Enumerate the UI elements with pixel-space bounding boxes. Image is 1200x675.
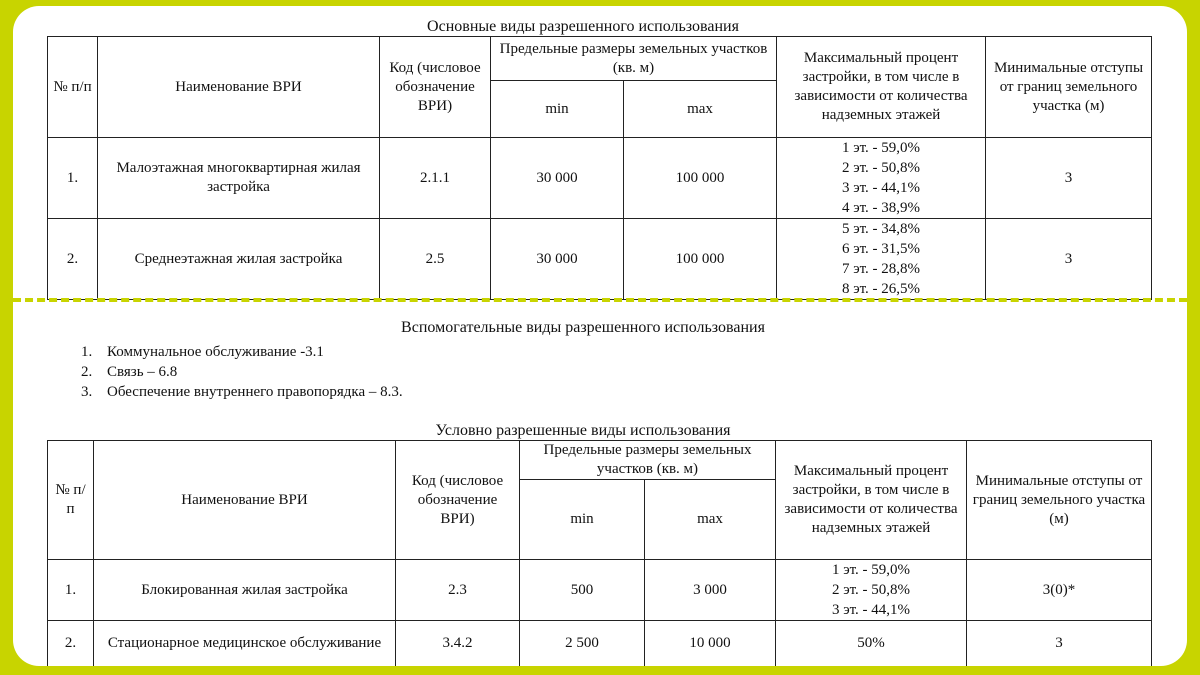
row-num: 1. — [48, 138, 98, 219]
conditional-header-setback: Минимальные отступы от границ земельного участка (м) — [967, 441, 1152, 560]
main-header-size: Предельные размеры земельных участков (кв. м) — [491, 37, 777, 81]
row-code: 3.4.2 — [396, 621, 520, 667]
row-min: 2 500 — [520, 621, 645, 667]
row-code: 2.5 — [380, 219, 491, 300]
row-setback: 3 — [967, 621, 1152, 667]
main-header-max: max — [624, 81, 777, 138]
percent-line: 2 эт. - 50,8% — [831, 582, 911, 598]
row-percent — [777, 219, 986, 300]
row-code: 2.1.1 — [380, 138, 491, 219]
conditional-header-size: Предельные размеры земельных участков (кв. м) — [520, 441, 776, 480]
row-name: Блокированная жилая застройка — [94, 560, 396, 621]
main-types-caption: Основные виды разрешенного использования — [427, 18, 739, 35]
row-percent — [776, 560, 967, 621]
table-row — [48, 138, 1152, 219]
row-num: 2. — [48, 219, 98, 300]
row-max: 100 000 — [624, 138, 777, 219]
list-item-number: 3. — [81, 384, 93, 400]
list-item-text: Коммунальное обслуживание -3.1 — [107, 344, 324, 360]
percent-line: 2 эт. - 50,8% — [841, 160, 921, 176]
main-header-min: min — [491, 81, 624, 138]
main-header-code: Код (числовое обозначение ВРИ) — [380, 37, 491, 138]
list-item-number: 1. — [81, 344, 93, 360]
row-setback: 3 — [986, 138, 1152, 219]
percent-line: 7 эт. - 28,8% — [841, 261, 921, 277]
table-row — [48, 560, 1152, 621]
conditional-header-max: max — [645, 480, 776, 560]
row-num: 1. — [48, 560, 94, 621]
conditional-header-min: min — [520, 480, 645, 560]
main-header-num: № п/п — [48, 37, 98, 138]
conditional-types-caption: Условно разрешенные виды использования — [435, 422, 731, 439]
percent-line: 5 эт. - 34,8% — [841, 221, 921, 237]
percent-line: 3 эт. - 44,1% — [831, 602, 911, 618]
row-num: 2. — [48, 621, 94, 667]
document-card — [13, 6, 1187, 666]
conditional-header-percent: Максимальный процент застройки, в том числе в зависимости от количества надземных этажей — [776, 441, 967, 560]
row-name: Малоэтажная многоквартирная жилая застройка — [98, 138, 380, 219]
auxiliary-types-list — [81, 342, 403, 402]
dashed-divider — [13, 298, 1187, 302]
row-name: Стационарное медицинское обслуживание — [94, 621, 396, 667]
percent-line: 3 эт. - 44,1% — [841, 180, 921, 196]
conditional-header-code: Код (числовое обозначение ВРИ) — [396, 441, 520, 560]
row-percent — [777, 138, 986, 219]
row-percent: 50% — [776, 621, 967, 667]
conditional-header-name: Наименование ВРИ — [94, 441, 396, 560]
list-item — [81, 382, 403, 402]
list-item-text: Обеспечение внутреннего правопорядка – 8.3. — [107, 384, 403, 400]
main-types-table — [47, 36, 1152, 300]
row-setback: 3(0)* — [967, 560, 1152, 621]
percent-line: 4 эт. - 38,9% — [841, 200, 921, 216]
percent-line: 1 эт. - 59,0% — [831, 562, 911, 578]
percent-line: 8 эт. - 26,5% — [841, 281, 921, 297]
row-max: 100 000 — [624, 219, 777, 300]
conditional-types-table — [47, 440, 1152, 666]
main-header-name: Наименование ВРИ — [98, 37, 380, 138]
row-setback: 3 — [986, 219, 1152, 300]
row-code: 2.3 — [396, 560, 520, 621]
auxiliary-types-caption: Вспомогательные виды разрешенного использования — [401, 319, 765, 336]
main-header-setback: Минимальные отступы от границ земельного участка (м) — [986, 37, 1152, 138]
percent-line: 6 эт. - 31,5% — [841, 241, 921, 257]
list-item — [81, 342, 403, 362]
list-item-text: Связь – 6.8 — [107, 364, 178, 380]
row-max: 10 000 — [645, 621, 776, 667]
table-row — [48, 219, 1152, 300]
row-min: 500 — [520, 560, 645, 621]
percent-line: 1 эт. - 59,0% — [841, 140, 921, 156]
main-header-percent: Максимальный процент застройки, в том числе в зависимости от количества надземных этажей — [777, 37, 986, 138]
row-min: 30 000 — [491, 138, 624, 219]
conditional-header-num: № п/п — [48, 441, 94, 560]
list-item — [81, 362, 403, 382]
table-row — [48, 621, 1152, 667]
row-min: 30 000 — [491, 219, 624, 300]
list-item-number: 2. — [81, 364, 93, 380]
row-name: Среднеэтажная жилая застройка — [98, 219, 380, 300]
row-max: 3 000 — [645, 560, 776, 621]
